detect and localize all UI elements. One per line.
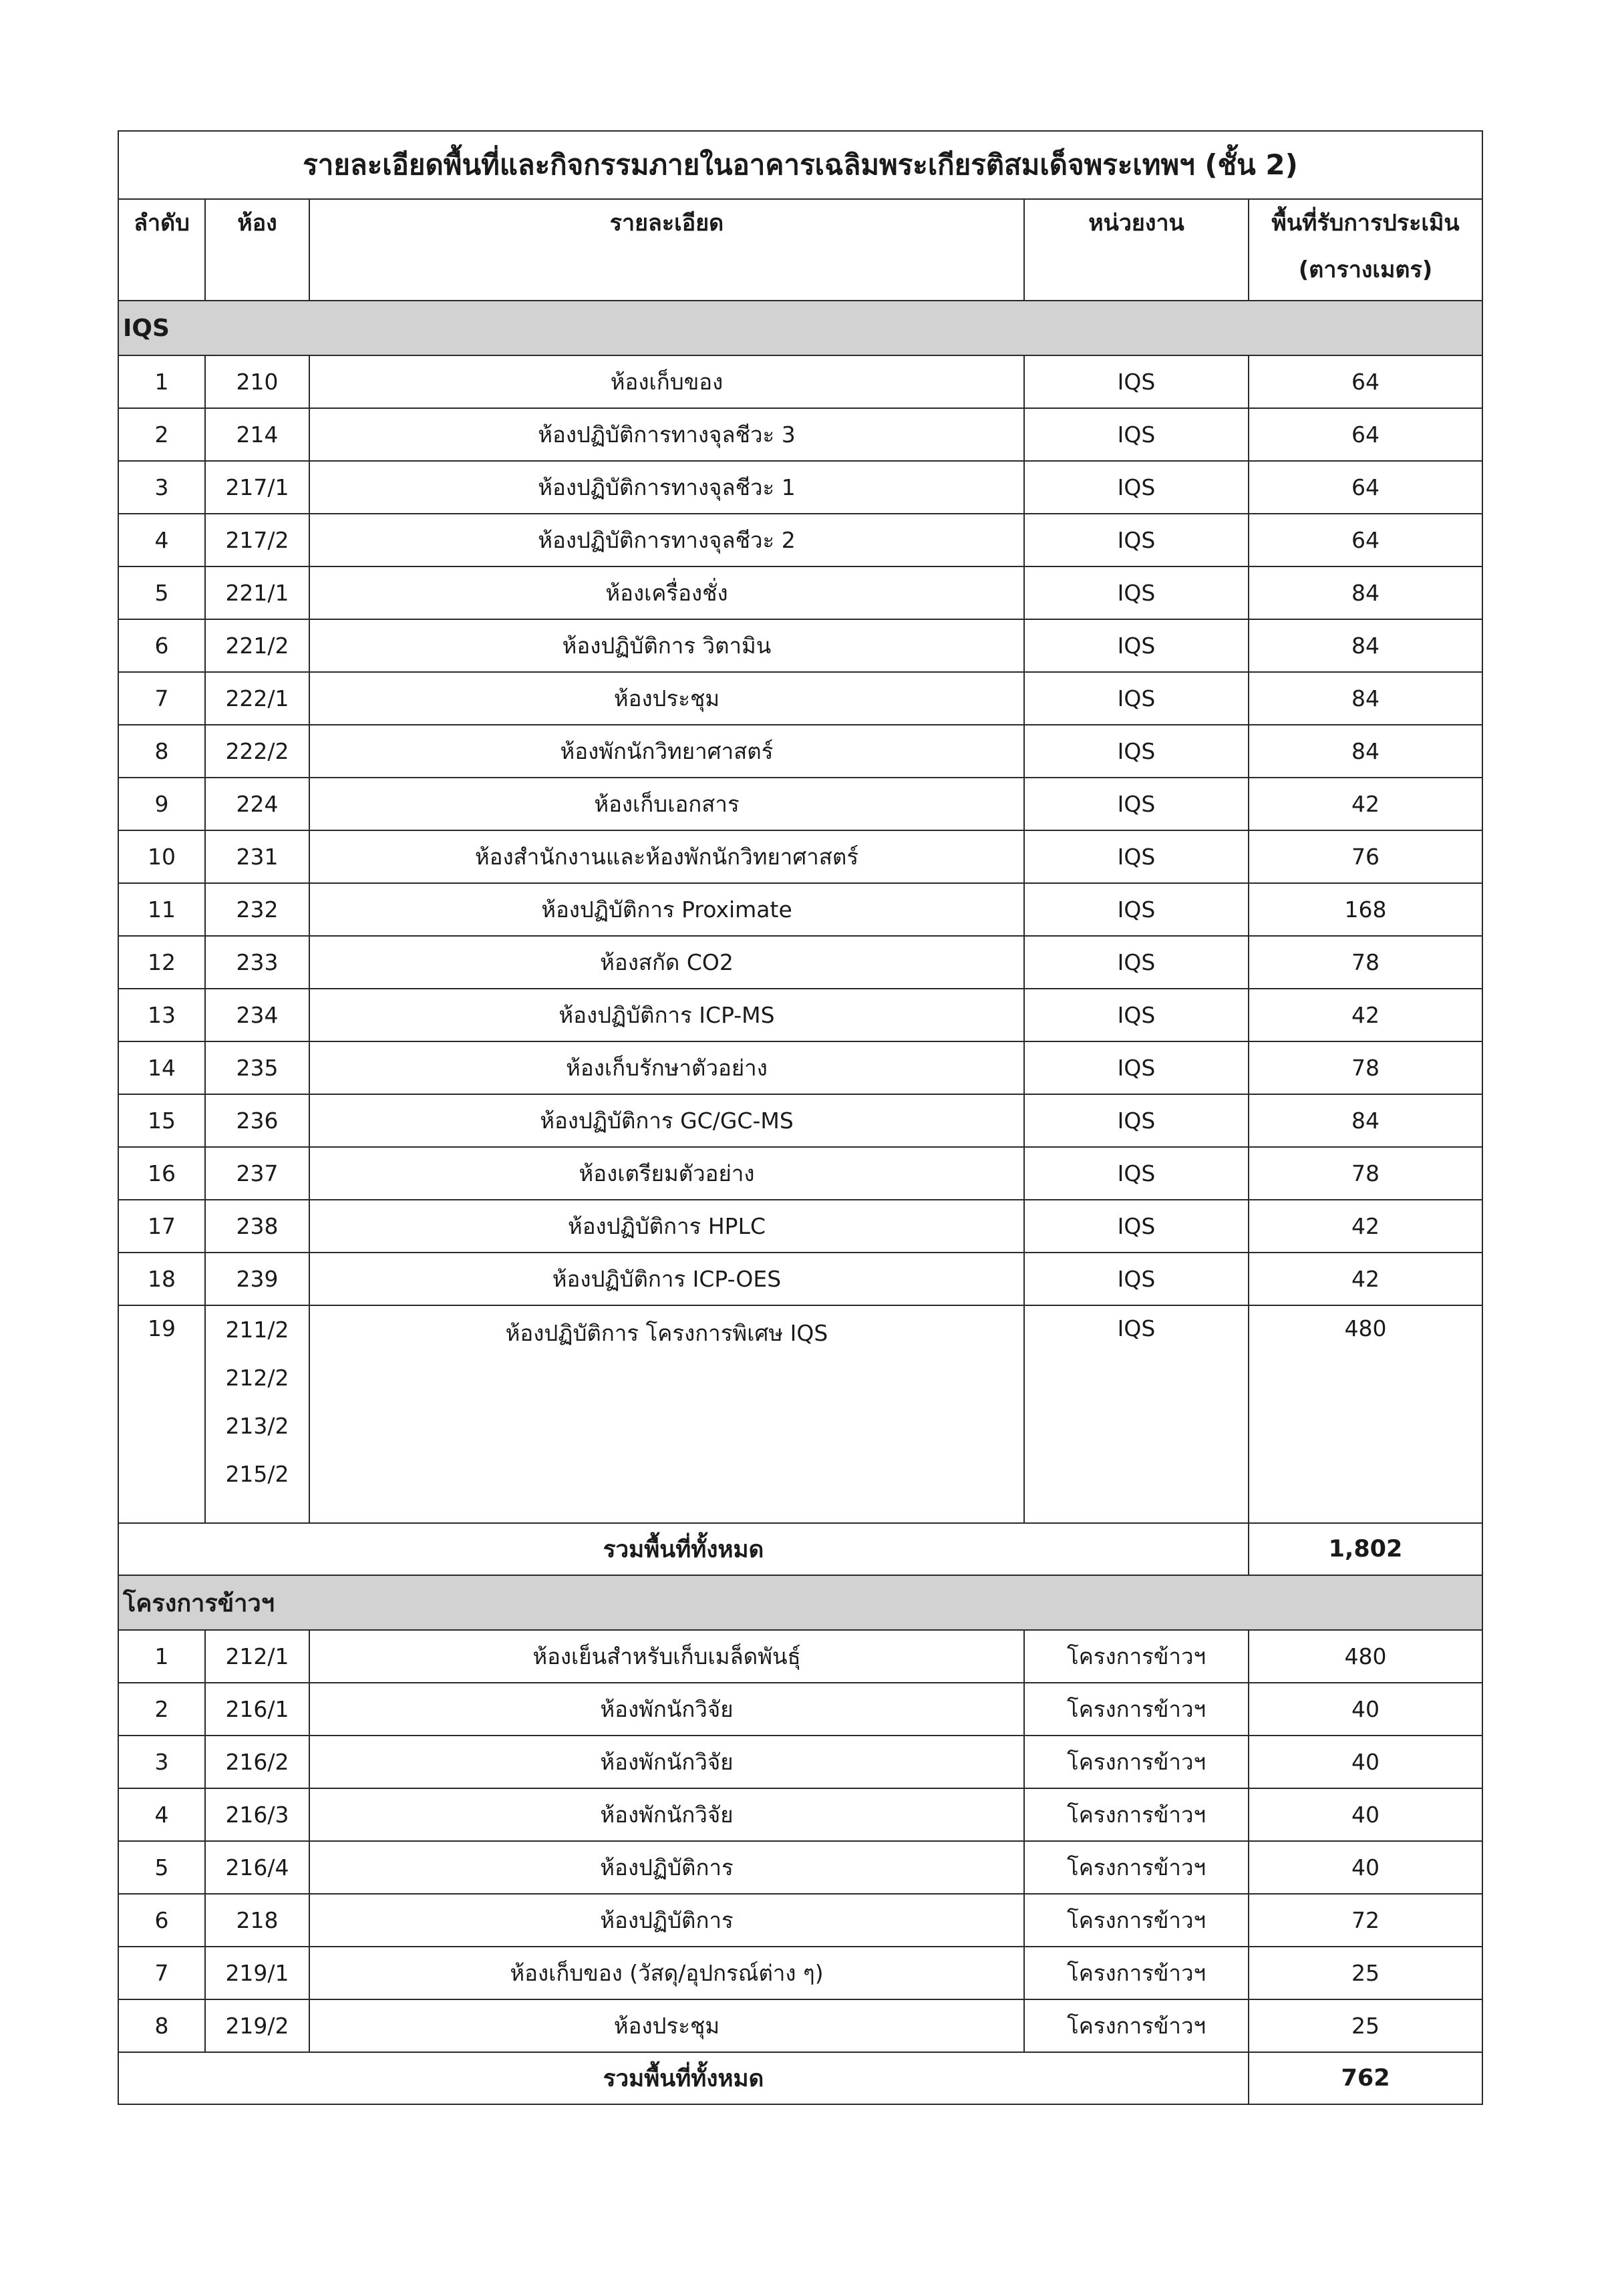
row-number: 17 — [118, 1200, 205, 1253]
row-number: 13 — [118, 989, 205, 1041]
room-number: 219/1 — [205, 1947, 309, 1999]
row-number: 3 — [118, 461, 205, 514]
room-detail: ห้องเก็บเอกสาร — [309, 778, 1024, 830]
row-number: 5 — [118, 566, 205, 619]
table-row — [118, 1147, 1482, 1200]
table-row — [118, 1841, 1482, 1894]
table-row — [118, 566, 1482, 619]
room-detail: ห้องปฏิบัติการ ICP-OES — [309, 1253, 1024, 1305]
row-number: 19 — [118, 1305, 205, 1523]
department: โครงการข้าวฯ — [1024, 1999, 1249, 2052]
table-row — [118, 514, 1482, 566]
row-number: 7 — [118, 1947, 205, 1999]
area-value: 78 — [1249, 936, 1482, 989]
table-row — [118, 1630, 1482, 1683]
area-table — [118, 130, 1483, 2105]
row-number: 5 — [118, 1841, 205, 1894]
table-row — [118, 778, 1482, 830]
table-body — [118, 301, 1482, 2104]
room-number: 212/1 — [205, 1630, 309, 1683]
department: IQS — [1024, 1305, 1249, 1523]
room-number: 212/2 — [225, 1365, 289, 1391]
department: IQS — [1024, 408, 1249, 461]
table-row — [118, 408, 1482, 461]
row-number: 4 — [118, 514, 205, 566]
area-value: 42 — [1249, 989, 1482, 1041]
department: IQS — [1024, 936, 1249, 989]
department: โครงการข้าวฯ — [1024, 1894, 1249, 1947]
table-row — [118, 1253, 1482, 1305]
header-no: ลำดับ — [118, 199, 205, 301]
section-title: โครงการข้าวฯ — [118, 1575, 1482, 1630]
table-row — [118, 1947, 1482, 1999]
room-detail: ห้องเตรียมตัวอย่าง — [309, 1147, 1024, 1200]
room-number: 221/1 — [205, 566, 309, 619]
row-number: 7 — [118, 672, 205, 725]
department: IQS — [1024, 989, 1249, 1041]
table-row — [118, 725, 1482, 778]
row-number: 14 — [118, 1041, 205, 1094]
row-number: 2 — [118, 1683, 205, 1736]
area-value: 42 — [1249, 1253, 1482, 1305]
department: IQS — [1024, 461, 1249, 514]
room-detail: ห้องพักนักวิจัย — [309, 1736, 1024, 1788]
room-detail: ห้องประชุม — [309, 672, 1024, 725]
room-number: 239 — [205, 1253, 309, 1305]
department: IQS — [1024, 1147, 1249, 1200]
table-row — [118, 883, 1482, 936]
table-row — [118, 1683, 1482, 1736]
department: IQS — [1024, 566, 1249, 619]
room-number: 218 — [205, 1894, 309, 1947]
department: โครงการข้าวฯ — [1024, 1947, 1249, 1999]
area-value: 84 — [1249, 1094, 1482, 1147]
room-number: 213/2 — [225, 1413, 289, 1439]
area-value: 480 — [1249, 1630, 1482, 1683]
row-number: 8 — [118, 725, 205, 778]
room-number: 216/1 — [205, 1683, 309, 1736]
table-row — [118, 1999, 1482, 2052]
department: IQS — [1024, 1200, 1249, 1253]
room-number: 210 — [205, 355, 309, 408]
area-value: 40 — [1249, 1788, 1482, 1841]
room-detail: ห้องปฏิบัติการทางจุลชีวะ 3 — [309, 408, 1024, 461]
department: IQS — [1024, 725, 1249, 778]
area-value: 64 — [1249, 514, 1482, 566]
room-detail: ห้องพักนักวิจัย — [309, 1683, 1024, 1736]
table-row — [118, 355, 1482, 408]
department: IQS — [1024, 1253, 1249, 1305]
room-detail: ห้องพักนักวิทยาศาสตร์ — [309, 725, 1024, 778]
area-value: 78 — [1249, 1147, 1482, 1200]
section-title: IQS — [118, 301, 1482, 355]
room-detail: ห้องประชุม — [309, 1999, 1024, 2052]
department: IQS — [1024, 778, 1249, 830]
room-number: 214 — [205, 408, 309, 461]
area-value: 84 — [1249, 725, 1482, 778]
room-detail: ห้องปฏิบัติการ วิตามิน — [309, 619, 1024, 672]
row-number: 6 — [118, 1894, 205, 1947]
room-number: 215/2 — [225, 1461, 289, 1487]
total-row — [118, 2052, 1482, 2104]
table-row — [118, 936, 1482, 989]
room-number: 216/3 — [205, 1788, 309, 1841]
room-detail: ห้องปฏิบัติการ — [309, 1841, 1024, 1894]
room-detail: ห้องปฏิบัติการ ICP-MS — [309, 989, 1024, 1041]
room-number: 237 — [205, 1147, 309, 1200]
header-unit: หน่วยงาน — [1024, 199, 1249, 301]
room-number: 222/1 — [205, 672, 309, 725]
row-number: 1 — [118, 355, 205, 408]
room-detail: ห้องเครื่องชั่ง — [309, 566, 1024, 619]
department: IQS — [1024, 1041, 1249, 1094]
area-value: 78 — [1249, 1041, 1482, 1094]
total-value: 762 — [1249, 2052, 1482, 2104]
room-detail: ห้องปฏิบัติการ — [309, 1894, 1024, 1947]
table-row — [118, 672, 1482, 725]
row-number: 18 — [118, 1253, 205, 1305]
table-row — [118, 1200, 1482, 1253]
page-title: รายละเอียดพื้นที่และกิจกรรมภายในอาคารเฉลิมพระเกียรติสมเด็จพระเทพฯ (ชั้น 2) — [118, 131, 1482, 199]
room-number: 221/2 — [205, 619, 309, 672]
department: IQS — [1024, 355, 1249, 408]
header-area: พื้นที่รับการประเมิน (ตารางเมตร) — [1249, 199, 1482, 301]
room-detail: ห้องสำนักงานและห้องพักนักวิทยาศาสตร์ — [309, 830, 1024, 883]
total-label: รวมพื้นที่ทั้งหมด — [118, 1523, 1249, 1575]
table-row — [118, 1094, 1482, 1147]
room-number: 219/2 — [205, 1999, 309, 2052]
area-value: 168 — [1249, 883, 1482, 936]
area-value: 480 — [1249, 1305, 1482, 1523]
table-row — [118, 461, 1482, 514]
room-number: 224 — [205, 778, 309, 830]
area-value: 72 — [1249, 1894, 1482, 1947]
room-detail: ห้องเก็บของ (วัสดุ/อุปกรณ์ต่าง ๆ) — [309, 1947, 1024, 1999]
department: IQS — [1024, 1094, 1249, 1147]
row-number: 10 — [118, 830, 205, 883]
row-number: 9 — [118, 778, 205, 830]
room-detail: ห้องเย็นสำหรับเก็บเมล็ดพันธุ์ — [309, 1630, 1024, 1683]
room-number: 235 — [205, 1041, 309, 1094]
room-detail: ห้องปฏิบัติการทางจุลชีวะ 2 — [309, 514, 1024, 566]
room-number: 217/2 — [205, 514, 309, 566]
area-value: 64 — [1249, 355, 1482, 408]
room-number: 233 — [205, 936, 309, 989]
department: โครงการข้าวฯ — [1024, 1736, 1249, 1788]
section-header — [118, 1575, 1482, 1630]
table-row — [118, 1788, 1482, 1841]
room-number: 238 — [205, 1200, 309, 1253]
area-value: 42 — [1249, 1200, 1482, 1253]
document-page — [118, 130, 1482, 2105]
area-value: 84 — [1249, 672, 1482, 725]
room-number: 216/4 — [205, 1841, 309, 1894]
row-number: 12 — [118, 936, 205, 989]
table-row — [118, 989, 1482, 1041]
table-row — [118, 1736, 1482, 1788]
row-number: 8 — [118, 1999, 205, 2052]
row-number: 15 — [118, 1094, 205, 1147]
room-detail: ห้องเก็บรักษาตัวอย่าง — [309, 1041, 1024, 1094]
area-value: 40 — [1249, 1841, 1482, 1894]
row-number: 11 — [118, 883, 205, 936]
room-number: 211/2 — [225, 1317, 289, 1343]
department: โครงการข้าวฯ — [1024, 1683, 1249, 1736]
room-detail: ห้องพักนักวิจัย — [309, 1788, 1024, 1841]
table-row — [118, 1305, 1482, 1523]
table-row — [118, 619, 1482, 672]
room-detail: ห้องปฏิบัติการ โครงการพิเศษ IQS — [309, 1305, 1024, 1523]
row-number: 6 — [118, 619, 205, 672]
area-value: 84 — [1249, 566, 1482, 619]
area-value: 64 — [1249, 408, 1482, 461]
row-number: 4 — [118, 1788, 205, 1841]
room-number: 216/2 — [205, 1736, 309, 1788]
department: IQS — [1024, 619, 1249, 672]
area-value: 40 — [1249, 1683, 1482, 1736]
department: โครงการข้าวฯ — [1024, 1630, 1249, 1683]
department: IQS — [1024, 830, 1249, 883]
department: IQS — [1024, 514, 1249, 566]
room-number-list — [205, 1305, 309, 1523]
area-value: 76 — [1249, 830, 1482, 883]
department: IQS — [1024, 672, 1249, 725]
area-value: 25 — [1249, 1947, 1482, 1999]
table-row — [118, 1041, 1482, 1094]
header-detail: รายละเอียด — [309, 199, 1024, 301]
table-row — [118, 830, 1482, 883]
department: IQS — [1024, 883, 1249, 936]
department: โครงการข้าวฯ — [1024, 1788, 1249, 1841]
room-detail: ห้องปฏิบัติการ HPLC — [309, 1200, 1024, 1253]
area-value: 25 — [1249, 1999, 1482, 2052]
room-number: 231 — [205, 830, 309, 883]
room-number: 222/2 — [205, 725, 309, 778]
department: โครงการข้าวฯ — [1024, 1841, 1249, 1894]
area-value: 64 — [1249, 461, 1482, 514]
area-value: 84 — [1249, 619, 1482, 672]
area-value: 42 — [1249, 778, 1482, 830]
header-room: ห้อง — [205, 199, 309, 301]
row-number: 3 — [118, 1736, 205, 1788]
total-row — [118, 1523, 1482, 1575]
room-detail: ห้องปฏิบัติการทางจุลชีวะ 1 — [309, 461, 1024, 514]
room-detail: ห้องปฏิบัติการ Proximate — [309, 883, 1024, 936]
room-detail: ห้องสกัด CO2 — [309, 936, 1024, 989]
room-number: 217/1 — [205, 461, 309, 514]
room-number: 232 — [205, 883, 309, 936]
row-number: 2 — [118, 408, 205, 461]
total-label: รวมพื้นที่ทั้งหมด — [118, 2052, 1249, 2104]
total-value: 1,802 — [1249, 1523, 1482, 1575]
room-number: 236 — [205, 1094, 309, 1147]
room-number: 234 — [205, 989, 309, 1041]
table-row — [118, 1894, 1482, 1947]
room-detail: ห้องปฏิบัติการ GC/GC-MS — [309, 1094, 1024, 1147]
area-value: 40 — [1249, 1736, 1482, 1788]
row-number: 1 — [118, 1630, 205, 1683]
section-header — [118, 301, 1482, 355]
room-detail: ห้องเก็บของ — [309, 355, 1024, 408]
row-number: 16 — [118, 1147, 205, 1200]
